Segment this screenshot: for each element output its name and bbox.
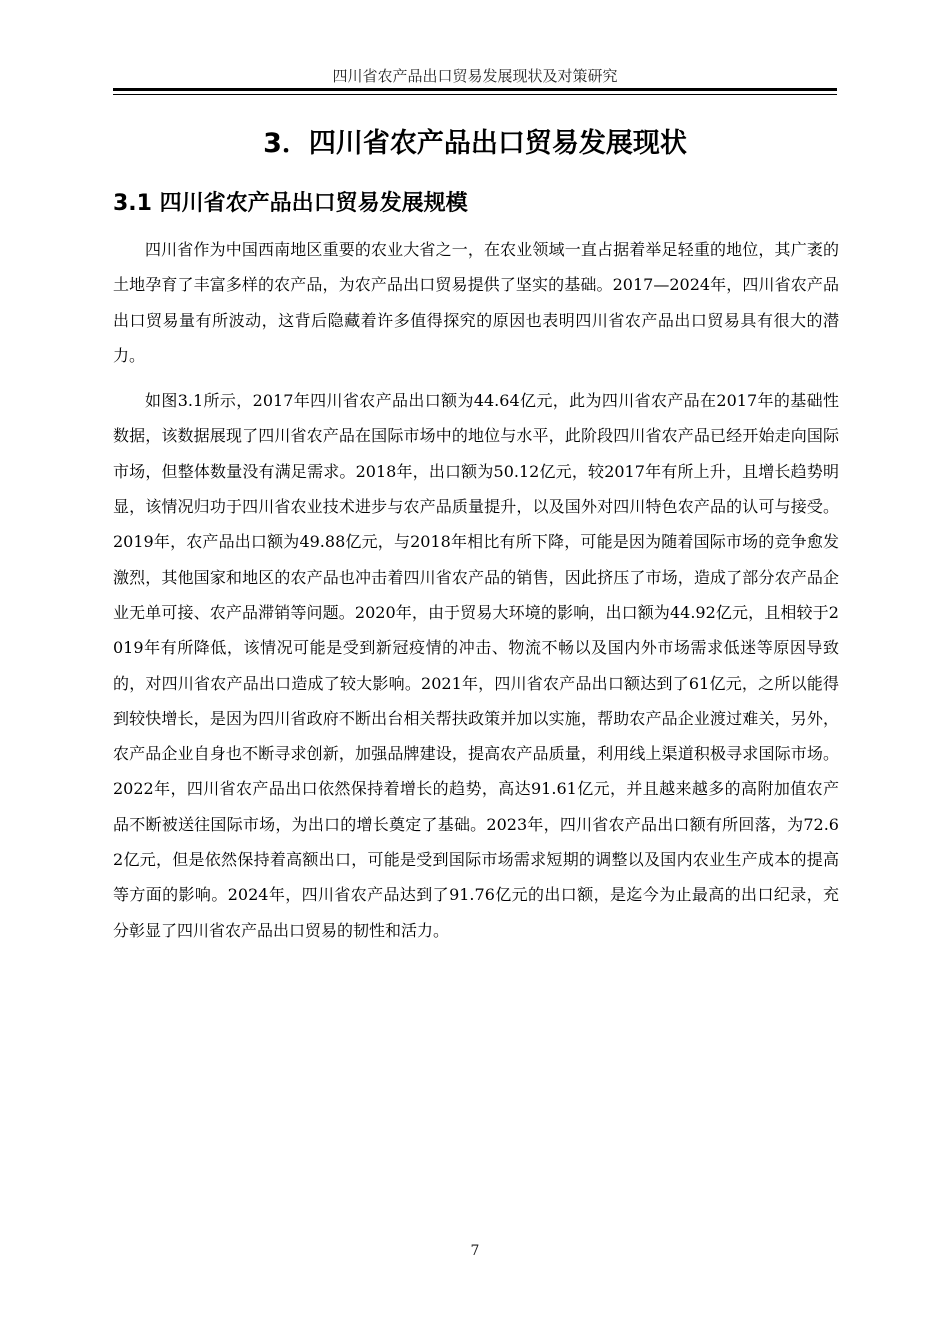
header-rule-thick (113, 88, 837, 91)
body-text (113, 232, 839, 948)
header-rule-thin (113, 94, 837, 95)
chapter-title: 3．四川省农产品出口贸易发展现状 (263, 128, 687, 159)
section-title: 3.1 四川省农产品出口贸易发展规模 (113, 191, 468, 216)
paragraph-intro: 四川省作为中国西南地区重要的农业大省之一，在农业领域一直占据着举足轻重的地位，其广袤的土地孕育了丰富多样的农产品，为农产品出口贸易提供了坚实的基础。2017—2024年，四川省农产品出口贸易量有所波动，这背后隐藏着许多值得探究的原因也表明四川省农产品出口贸易具有很大的潜力。 (113, 240, 839, 365)
paragraph-export-trend: 如图3.1所示，2017年四川省农产品出口额为44.64亿元，此为四川省农产品在2017年的基础性数据，该数据展现了四川省农产品在国际市场中的地位与水平，此阶段四川省农产品已经开始走向国际市场，但整体数量没有满足需求。2018年，出口额为50.12亿元，较2017年有所上升，且增长趋势明显，该情况归功于四川省农业技术进步与农产品质量提升，以及国外对四川特色农产品的认可与接受。2019年，农产品出口额为49.88亿元，与2018年相比有所下降，可能是因为随着国际市场的竞争愈发激烈，其他国家和地区的农产品也冲击着四川省农产品的销售，因此挤压了市场，造成了部分农产品企业无单可接、农产品滞销等问题。2020年，由于贸易大环境的影响，出口额为44.92亿元，且相较于2019年有所降低，该情况可能是受到新冠疫情的冲击、物流不畅以及国内外市场需求低迷等原因导致的，对四川省农产品出口造成了较大影响。2021年，四川省农产品出口额达到了61亿元，之所以能得到较快增长，是因为四川省政府不断出台相关帮扶政策并加以实施，帮助农产品企业渡过难关，另外，农产品企业自身也不断寻求创新，加强品牌建设，提高农产品质量，利用线上渠道积极寻求国际市场。2022年，四川省农产品出口依然保持着增长的趋势，高达91.61亿元，并且越来越多的高附加值农产品不断被送往国际市场，为出口的增长奠定了基础。2023年，四川省农产品出口额有所回落，为72.62亿元，但是依然保持着高额出口，可能是受到国际市场需求短期的调整以及国内农业生产成本的提高等方面的影响。2024年，四川省农产品达到了91.76亿元的出口额，是迄今为止最高的出口纪录，充分彰显了四川省农产品出口贸易的韧性和活力。 (113, 391, 839, 940)
running-header: 四川省农产品出口贸易发展现状及对策研究 (332, 67, 618, 85)
page-number: 7 (470, 1243, 480, 1259)
